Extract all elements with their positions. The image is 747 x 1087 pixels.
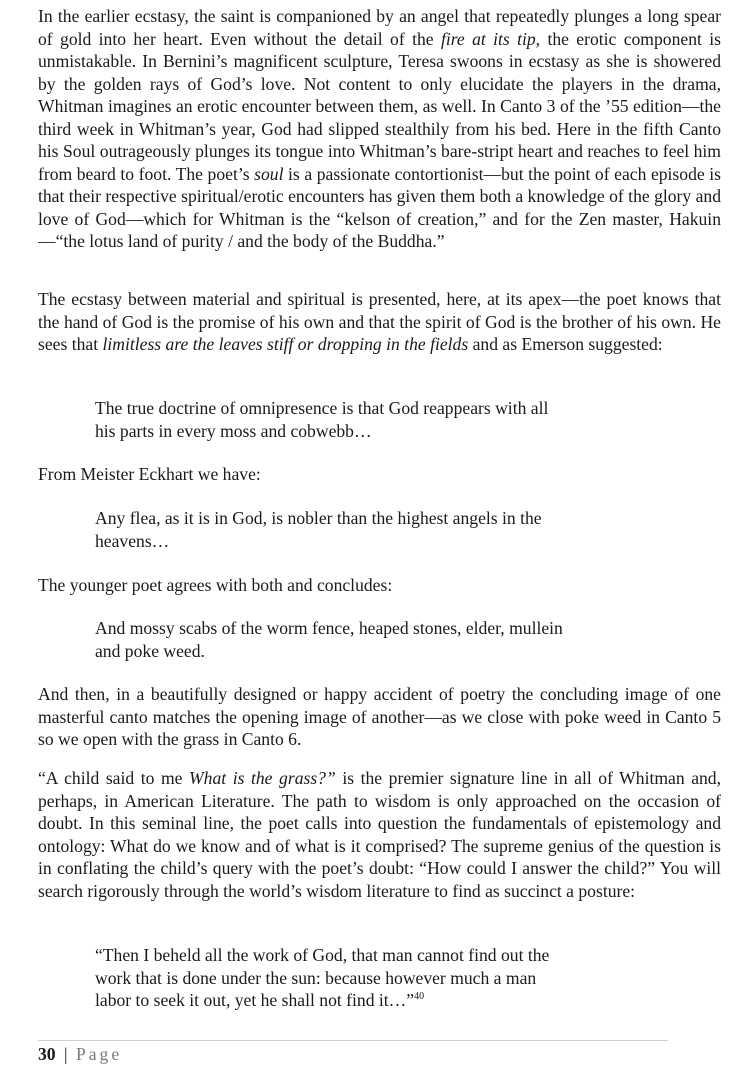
- italic-phrase: limitless are the leaves stiff or dropping in the fields: [102, 334, 469, 354]
- quote-line: and poke weed.: [95, 640, 205, 661]
- paragraph-bernini: [38, 5, 721, 253]
- block-quote-emerson: [95, 397, 625, 442]
- quote-line: work that is done under the sun: because however much a man: [95, 967, 537, 988]
- quote-line: Any flea, as it is in God, is nobler than the highest angels in the: [95, 508, 542, 528]
- quote-line: heavens…: [95, 530, 170, 551]
- paragraph-text: The ecstasy between material and spiritual is presented, here, at its apex—the poet knows that the hand of God is the promise of his own and that the spirit of God is the brother of his own. He sees that: [38, 289, 721, 354]
- paragraph-text: is a passionate contortionist—but the point of each episode is that their respective spiritual/erotic encounters has given them both a knowledge of the glory and love of God—which for Whitman is the “kelson of creation,” and for the Zen master, Hakuin—“the lotus land of purity / and the body of the Buddha.”: [38, 163, 722, 251]
- paragraph-text: the erotic component is unmistakable. In Bernini’s magnificent sculpture, Teresa swoons in ecstasy as she is showered by the golden rays of God’s love. Not content to only elucidate the players in the drama, Whitman imagines an erotic encounter between them, as well. In Canto 3 of the ’55 edition—the third week in Whitman’s year, God had slipped stealthily from his bed. Here in the fifth Canto his Soul outrageously plunges its tongue into Whitman’s bare-stript heart and reaches to feel him from beard to foot. The poet’s: [38, 28, 721, 184]
- page-footer: [38, 1043, 122, 1065]
- paragraph-text: and as Emerson suggested:: [468, 334, 663, 354]
- quote-line: And mossy scabs of the worm fence, heaped stones, elder, mullein: [95, 618, 563, 638]
- quote-line: his parts in every moss and cobwebb…: [95, 420, 372, 441]
- italic-phrase: soul: [254, 163, 284, 184]
- paragraph-text: In the earlier ecstasy, the saint is companioned by an angel that repeatedly plunges a long spear of gold into her heart. Even without the detail of the: [38, 6, 721, 49]
- footer-divider: [38, 1040, 668, 1041]
- quote-line-last: [95, 989, 615, 1012]
- quote-line: The true doctrine of omnipresence is that God reappears with all: [95, 398, 549, 418]
- footer-separator: |: [64, 1044, 68, 1064]
- paragraph-younger-poet: The younger poet agrees with both and concludes:: [38, 575, 393, 595]
- block-quote-ecclesiastes: [95, 944, 615, 1012]
- quote-line: “Then I beheld all the work of God, that man cannot find out the: [95, 945, 550, 965]
- italic-phrase: What is the grass?”: [189, 768, 336, 788]
- block-quote-eckhart: [95, 507, 625, 552]
- paragraph-eckhart-intro: From Meister Eckhart we have:: [38, 464, 261, 484]
- page-label: Page: [75, 1044, 123, 1064]
- paragraph-ecstasy: [38, 288, 721, 356]
- quote-text: labor to seek it out, yet he shall not find it…”: [95, 990, 415, 1010]
- paragraph-text: is the premier signature line in all of Whitman and, perhaps, in American Literature. The path to wisdom is only approached on the occasion of doubt. In this seminal line, the poet calls into question the fundamentals of epistemology and ontology: What do we know and of what is it comprised? The supreme genius of the question is in conflating the child’s query with the poet’s doubt: “How could I answer the child?” You will search rigorously through the world’s wisdom literature to find as succinct a posture:: [38, 768, 721, 901]
- footnote-reference: 40: [414, 991, 425, 1002]
- paragraph-text: “A child said to me: [38, 768, 190, 788]
- paragraph-poke-weed: And then, in a beautifully designed or happy accident of poetry the concluding image of one masterful canto matches the opening image of another—as we close with poke weed in Canto 5 so we open with the grass in Canto 6.: [38, 684, 721, 749]
- italic-phrase: fire at its tip,: [440, 28, 541, 49]
- paragraph-grass: [38, 767, 721, 902]
- block-quote-whitman: [95, 617, 625, 662]
- page-number: 30: [38, 1044, 56, 1064]
